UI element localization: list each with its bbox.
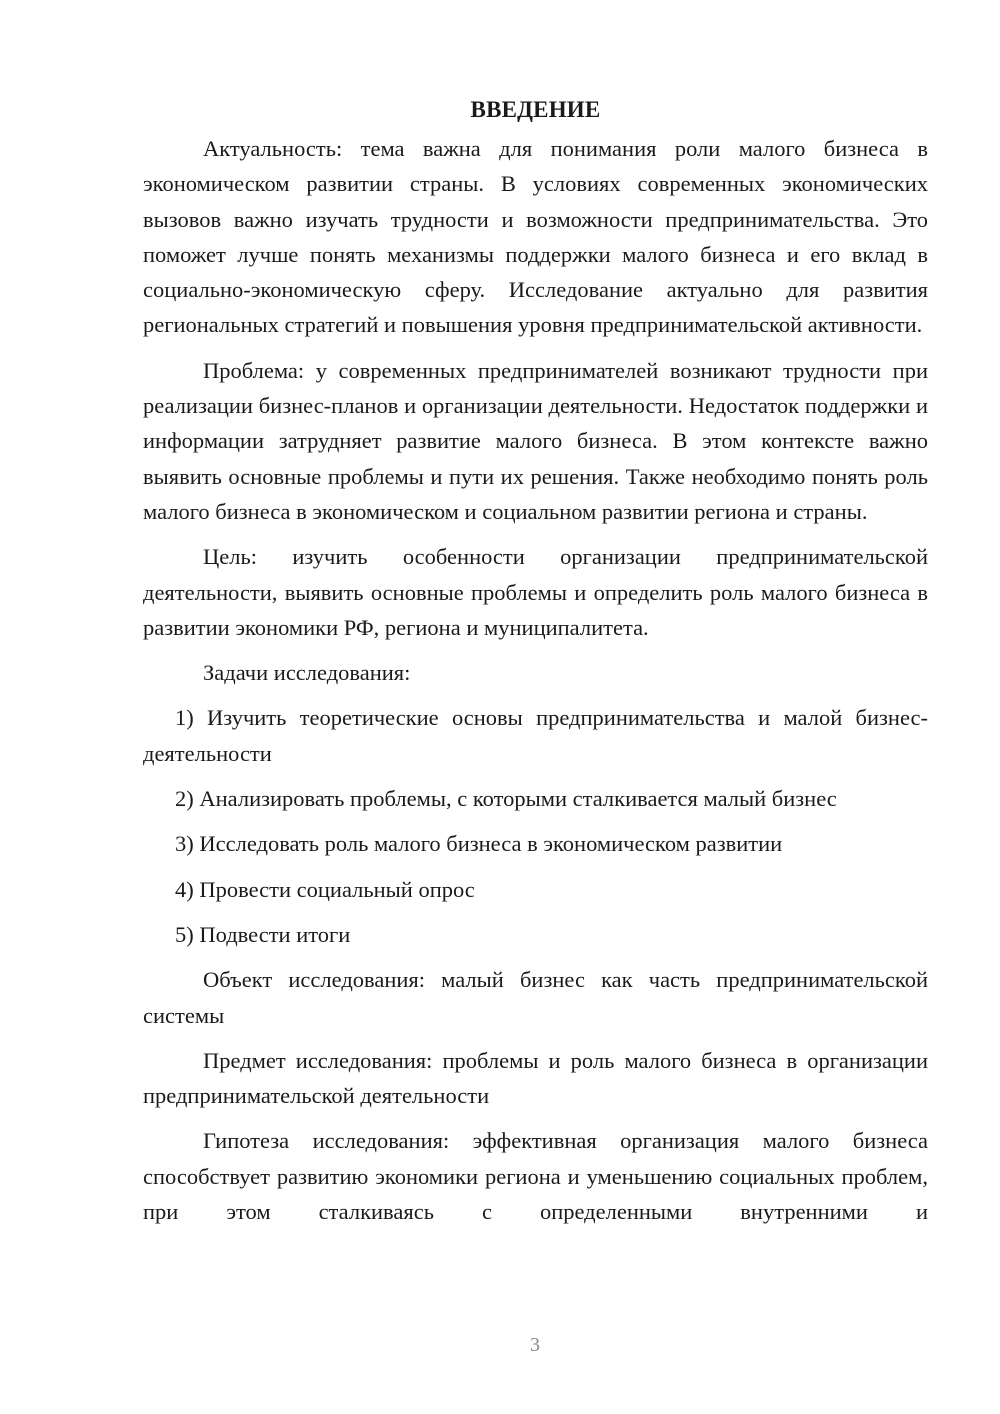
paragraph-object: Объект исследования: малый бизнес как часть предпринимательской системы <box>143 967 928 1028</box>
paragraph-goal: Цель: изучить особенности организации предпринимательской деятельности, выявить основные проблемы и определить роль малого бизнеса в развитии экономики РФ, региона и муниципалитета. <box>143 544 928 640</box>
section-heading: ВВЕДЕНИЕ <box>470 97 601 122</box>
task-item-4: 4) Провести социальный опрос <box>175 876 475 902</box>
task-item-1: 1) Изучить теоретические основы предпринимательства и малой бизнес-деятельности <box>143 705 928 766</box>
task-list <box>143 700 928 952</box>
task-item-3: 3) Исследовать роль малого бизнеса в экономическом развитии <box>175 831 783 857</box>
paragraph-subject: Предмет исследования: проблемы и роль малого бизнеса в организации предпринимательской деятельности <box>143 1047 928 1109</box>
document-page <box>143 92 928 1239</box>
paragraph-problem: Проблема: у современных предпринимателей возникают трудности при реализации бизнес-планов и организации деятельности. Недостаток поддержки и информации затрудняет развитие малого бизнеса. В этом контексте важно выявить основные проблемы и пути их решения. Также необходимо понять роль малого бизнеса в экономическом и социальном развитии региона и страны. <box>143 357 928 524</box>
page-number: 3 <box>530 1334 540 1356</box>
task-item-5: 5) Подвести итоги <box>175 921 351 947</box>
paragraph-relevance: Актуальность: тема важна для понимания роли малого бизнеса в экономическом развитии страны. В условиях современных экономических вызовов важно изучать трудности и возможности предпринимательства. Это поможет лучше понять механизмы поддержки малого бизнеса и его вклад в социально-экономическую сферу. Исследование актуально для развития региональных стратегий и повышения уровня предпринимательской активности. <box>143 136 928 338</box>
task-item-2: 2) Анализировать проблемы, с которыми сталкивается малый бизнес <box>175 786 837 812</box>
paragraph-hypothesis: Гипотеза исследования: эффективная организация малого бизнеса способствует развитию экономики региона и уменьшению социальных проблем, при этом сталкиваясь с определенными внутренними и <box>143 1128 928 1225</box>
paragraph-tasks-heading: Задачи исследования: <box>203 660 411 686</box>
